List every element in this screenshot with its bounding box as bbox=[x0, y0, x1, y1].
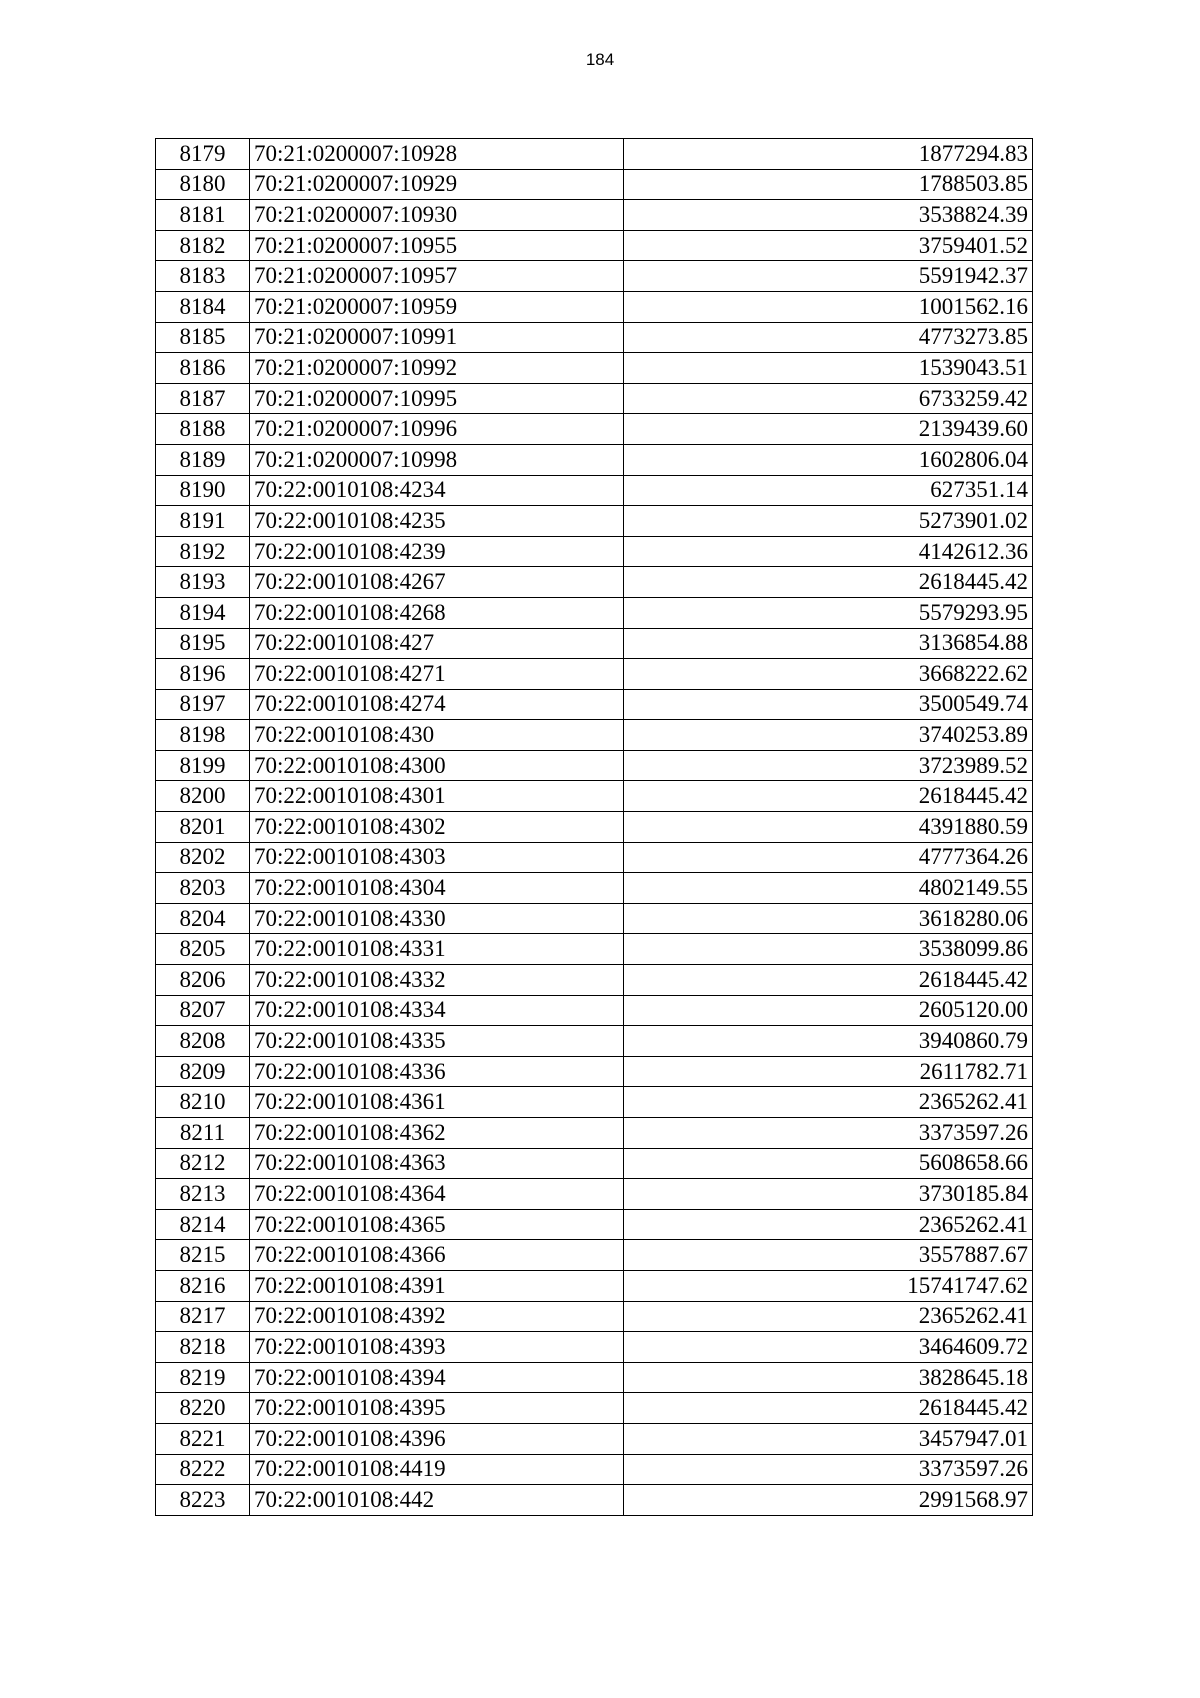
cadastral-number-cell: 70:22:0010108:4335 bbox=[250, 1026, 624, 1057]
cadastral-number-cell: 70:21:0200007:10991 bbox=[250, 322, 624, 353]
cadastral-number-cell: 70:22:0010108:4274 bbox=[250, 689, 624, 720]
table-row bbox=[156, 689, 1033, 720]
row-number-cell: 8214 bbox=[156, 1209, 250, 1240]
row-number-cell: 8218 bbox=[156, 1332, 250, 1363]
cadastral-value-cell: 3668222.62 bbox=[624, 659, 1033, 690]
row-number-cell: 8190 bbox=[156, 475, 250, 506]
table-row bbox=[156, 1056, 1033, 1087]
table-row bbox=[156, 139, 1033, 170]
row-number-cell: 8215 bbox=[156, 1240, 250, 1271]
cadastral-value-cell: 3618280.06 bbox=[624, 903, 1033, 934]
cadastral-number-cell: 70:22:0010108:4362 bbox=[250, 1118, 624, 1149]
cadastral-number-cell: 70:22:0010108:4336 bbox=[250, 1056, 624, 1087]
row-number-cell: 8180 bbox=[156, 169, 250, 200]
row-number-cell: 8204 bbox=[156, 903, 250, 934]
cadastral-value-cell: 3500549.74 bbox=[624, 689, 1033, 720]
cadastral-value-cell: 3557887.67 bbox=[624, 1240, 1033, 1271]
row-number-cell: 8187 bbox=[156, 383, 250, 414]
cadastral-number-cell: 70:22:0010108:4303 bbox=[250, 842, 624, 873]
cadastral-value-cell: 2365262.41 bbox=[624, 1301, 1033, 1332]
cadastral-value-cell: 3538824.39 bbox=[624, 200, 1033, 231]
cadastral-number-cell: 70:22:0010108:4332 bbox=[250, 965, 624, 996]
cadastral-value-cell: 5608658.66 bbox=[624, 1148, 1033, 1179]
cadastral-number-cell: 70:22:0010108:4234 bbox=[250, 475, 624, 506]
table-row bbox=[156, 1026, 1033, 1057]
cadastral-value-cell: 1001562.16 bbox=[624, 291, 1033, 322]
cadastral-number-cell: 70:22:0010108:4239 bbox=[250, 536, 624, 567]
cadastral-number-cell: 70:21:0200007:10929 bbox=[250, 169, 624, 200]
cadastral-number-cell: 70:22:0010108:427 bbox=[250, 628, 624, 659]
cadastral-number-cell: 70:21:0200007:10959 bbox=[250, 291, 624, 322]
row-number-cell: 8202 bbox=[156, 842, 250, 873]
cadastral-number-cell: 70:22:0010108:4391 bbox=[250, 1270, 624, 1301]
cadastral-value-cell: 2365262.41 bbox=[624, 1209, 1033, 1240]
cadastral-number-cell: 70:22:0010108:4304 bbox=[250, 873, 624, 904]
table-row bbox=[156, 506, 1033, 537]
cadastral-number-cell: 70:22:0010108:4271 bbox=[250, 659, 624, 690]
row-number-cell: 8207 bbox=[156, 995, 250, 1026]
row-number-cell: 8211 bbox=[156, 1118, 250, 1149]
cadastral-number-cell: 70:22:0010108:4393 bbox=[250, 1332, 624, 1363]
row-number-cell: 8208 bbox=[156, 1026, 250, 1057]
cadastral-value-cell: 3538099.86 bbox=[624, 934, 1033, 965]
cadastral-value-cell: 5273901.02 bbox=[624, 506, 1033, 537]
table-row bbox=[156, 965, 1033, 996]
table-row bbox=[156, 230, 1033, 261]
row-number-cell: 8220 bbox=[156, 1393, 250, 1424]
cadastral-value-cell: 3828645.18 bbox=[624, 1362, 1033, 1393]
cadastral-number-cell: 70:22:0010108:4363 bbox=[250, 1148, 624, 1179]
row-number-cell: 8205 bbox=[156, 934, 250, 965]
cadastral-number-cell: 70:21:0200007:10996 bbox=[250, 414, 624, 445]
cadastral-number-cell: 70:21:0200007:10995 bbox=[250, 383, 624, 414]
cadastral-number-cell: 70:22:0010108:4331 bbox=[250, 934, 624, 965]
cadastral-value-cell: 1602806.04 bbox=[624, 444, 1033, 475]
cadastral-value-cell: 1877294.83 bbox=[624, 139, 1033, 170]
page-number: 184 bbox=[585, 50, 615, 69]
cadastral-number-cell: 70:22:0010108:4334 bbox=[250, 995, 624, 1026]
cadastral-number-cell: 70:22:0010108:4419 bbox=[250, 1454, 624, 1485]
cadastral-number-cell: 70:22:0010108:4301 bbox=[250, 781, 624, 812]
row-number-cell: 8189 bbox=[156, 444, 250, 475]
cadastral-number-cell: 70:22:0010108:430 bbox=[250, 720, 624, 751]
table-row bbox=[156, 995, 1033, 1026]
row-number-cell: 8183 bbox=[156, 261, 250, 292]
table-row bbox=[156, 720, 1033, 751]
cadastral-number-cell: 70:22:0010108:4395 bbox=[250, 1393, 624, 1424]
cadastral-number-cell: 70:22:0010108:4302 bbox=[250, 812, 624, 843]
cadastral-value-table bbox=[155, 138, 1033, 1516]
table-row bbox=[156, 873, 1033, 904]
table-row bbox=[156, 536, 1033, 567]
cadastral-value-cell: 3373597.26 bbox=[624, 1118, 1033, 1149]
row-number-cell: 8200 bbox=[156, 781, 250, 812]
row-number-cell: 8219 bbox=[156, 1362, 250, 1393]
cadastral-value-cell: 627351.14 bbox=[624, 475, 1033, 506]
cadastral-value-cell: 3759401.52 bbox=[624, 230, 1033, 261]
cadastral-number-cell: 70:22:0010108:4300 bbox=[250, 750, 624, 781]
table-row bbox=[156, 903, 1033, 934]
table-row bbox=[156, 597, 1033, 628]
cadastral-value-cell: 1788503.85 bbox=[624, 169, 1033, 200]
table-row bbox=[156, 1454, 1033, 1485]
cadastral-value-cell: 4773273.85 bbox=[624, 322, 1033, 353]
cadastral-value-cell: 1539043.51 bbox=[624, 353, 1033, 384]
table-row bbox=[156, 1240, 1033, 1271]
row-number-cell: 8216 bbox=[156, 1270, 250, 1301]
cadastral-value-cell: 3723989.52 bbox=[624, 750, 1033, 781]
table-row bbox=[156, 261, 1033, 292]
cadastral-number-cell: 70:22:0010108:4364 bbox=[250, 1179, 624, 1210]
table-row bbox=[156, 1393, 1033, 1424]
cadastral-number-cell: 70:22:0010108:442 bbox=[250, 1485, 624, 1516]
cadastral-value-cell: 4142612.36 bbox=[624, 536, 1033, 567]
table-row bbox=[156, 1362, 1033, 1393]
cadastral-value-cell: 15741747.62 bbox=[624, 1270, 1033, 1301]
cadastral-number-cell: 70:21:0200007:10992 bbox=[250, 353, 624, 384]
table-row bbox=[156, 322, 1033, 353]
cadastral-value-cell: 5579293.95 bbox=[624, 597, 1033, 628]
cadastral-number-cell: 70:22:0010108:4394 bbox=[250, 1362, 624, 1393]
cadastral-value-cell: 3457947.01 bbox=[624, 1423, 1033, 1454]
row-number-cell: 8182 bbox=[156, 230, 250, 261]
table-row bbox=[156, 812, 1033, 843]
table-row bbox=[156, 1485, 1033, 1516]
cadastral-value-cell: 2365262.41 bbox=[624, 1087, 1033, 1118]
table-row bbox=[156, 414, 1033, 445]
row-number-cell: 8198 bbox=[156, 720, 250, 751]
row-number-cell: 8191 bbox=[156, 506, 250, 537]
cadastral-value-cell: 2618445.42 bbox=[624, 781, 1033, 812]
row-number-cell: 8181 bbox=[156, 200, 250, 231]
table-row bbox=[156, 1118, 1033, 1149]
row-number-cell: 8196 bbox=[156, 659, 250, 690]
cadastral-value-cell: 2618445.42 bbox=[624, 567, 1033, 598]
row-number-cell: 8221 bbox=[156, 1423, 250, 1454]
row-number-cell: 8195 bbox=[156, 628, 250, 659]
cadastral-number-cell: 70:21:0200007:10928 bbox=[250, 139, 624, 170]
table-row bbox=[156, 567, 1033, 598]
table-row bbox=[156, 842, 1033, 873]
row-number-cell: 8213 bbox=[156, 1179, 250, 1210]
cadastral-value-cell: 6733259.42 bbox=[624, 383, 1033, 414]
cadastral-value-cell: 2991568.97 bbox=[624, 1485, 1033, 1516]
cadastral-number-cell: 70:22:0010108:4366 bbox=[250, 1240, 624, 1271]
cadastral-value-cell: 4777364.26 bbox=[624, 842, 1033, 873]
row-number-cell: 8223 bbox=[156, 1485, 250, 1516]
table-row bbox=[156, 353, 1033, 384]
row-number-cell: 8197 bbox=[156, 689, 250, 720]
row-number-cell: 8194 bbox=[156, 597, 250, 628]
cadastral-value-cell: 4391880.59 bbox=[624, 812, 1033, 843]
row-number-cell: 8210 bbox=[156, 1087, 250, 1118]
table-row bbox=[156, 1301, 1033, 1332]
cadastral-number-cell: 70:22:0010108:4365 bbox=[250, 1209, 624, 1240]
cadastral-number-cell: 70:21:0200007:10955 bbox=[250, 230, 624, 261]
table-row bbox=[156, 1087, 1033, 1118]
table-row bbox=[156, 934, 1033, 965]
row-number-cell: 8185 bbox=[156, 322, 250, 353]
cadastral-value-cell: 3940860.79 bbox=[624, 1026, 1033, 1057]
cadastral-value-cell: 4802149.55 bbox=[624, 873, 1033, 904]
table-row bbox=[156, 628, 1033, 659]
row-number-cell: 8186 bbox=[156, 353, 250, 384]
cadastral-number-cell: 70:22:0010108:4267 bbox=[250, 567, 624, 598]
cadastral-value-cell: 3740253.89 bbox=[624, 720, 1033, 751]
row-number-cell: 8188 bbox=[156, 414, 250, 445]
table-row bbox=[156, 200, 1033, 231]
table-row bbox=[156, 1179, 1033, 1210]
row-number-cell: 8203 bbox=[156, 873, 250, 904]
row-number-cell: 8209 bbox=[156, 1056, 250, 1087]
cadastral-value-cell: 2618445.42 bbox=[624, 965, 1033, 996]
table-row bbox=[156, 781, 1033, 812]
row-number-cell: 8222 bbox=[156, 1454, 250, 1485]
table-row bbox=[156, 1209, 1033, 1240]
cadastral-value-cell: 3464609.72 bbox=[624, 1332, 1033, 1363]
table-row bbox=[156, 1423, 1033, 1454]
cadastral-number-cell: 70:22:0010108:4235 bbox=[250, 506, 624, 537]
cadastral-number-cell: 70:22:0010108:4330 bbox=[250, 903, 624, 934]
table-row bbox=[156, 750, 1033, 781]
cadastral-number-cell: 70:22:0010108:4392 bbox=[250, 1301, 624, 1332]
row-number-cell: 8206 bbox=[156, 965, 250, 996]
cadastral-number-cell: 70:21:0200007:10957 bbox=[250, 261, 624, 292]
table-row bbox=[156, 169, 1033, 200]
cadastral-value-cell: 2611782.71 bbox=[624, 1056, 1033, 1087]
table-row bbox=[156, 291, 1033, 322]
cadastral-number-cell: 70:21:0200007:10930 bbox=[250, 200, 624, 231]
table-row bbox=[156, 475, 1033, 506]
row-number-cell: 8192 bbox=[156, 536, 250, 567]
cadastral-value-cell: 3136854.88 bbox=[624, 628, 1033, 659]
cadastral-value-cell: 5591942.37 bbox=[624, 261, 1033, 292]
row-number-cell: 8201 bbox=[156, 812, 250, 843]
table-row bbox=[156, 383, 1033, 414]
cadastral-value-cell: 2618445.42 bbox=[624, 1393, 1033, 1424]
cadastral-value-cell: 2139439.60 bbox=[624, 414, 1033, 445]
cadastral-number-cell: 70:21:0200007:10998 bbox=[250, 444, 624, 475]
cadastral-value-cell: 3373597.26 bbox=[624, 1454, 1033, 1485]
cadastral-value-cell: 2605120.00 bbox=[624, 995, 1033, 1026]
cadastral-number-cell: 70:22:0010108:4361 bbox=[250, 1087, 624, 1118]
cadastral-number-cell: 70:22:0010108:4396 bbox=[250, 1423, 624, 1454]
table-body bbox=[156, 139, 1033, 1516]
row-number-cell: 8217 bbox=[156, 1301, 250, 1332]
cadastral-number-cell: 70:22:0010108:4268 bbox=[250, 597, 624, 628]
table-row bbox=[156, 444, 1033, 475]
row-number-cell: 8184 bbox=[156, 291, 250, 322]
table-row bbox=[156, 1148, 1033, 1179]
row-number-cell: 8179 bbox=[156, 139, 250, 170]
row-number-cell: 8199 bbox=[156, 750, 250, 781]
row-number-cell: 8193 bbox=[156, 567, 250, 598]
table-row bbox=[156, 1332, 1033, 1363]
cadastral-value-cell: 3730185.84 bbox=[624, 1179, 1033, 1210]
row-number-cell: 8212 bbox=[156, 1148, 250, 1179]
table-row bbox=[156, 659, 1033, 690]
table-row bbox=[156, 1270, 1033, 1301]
